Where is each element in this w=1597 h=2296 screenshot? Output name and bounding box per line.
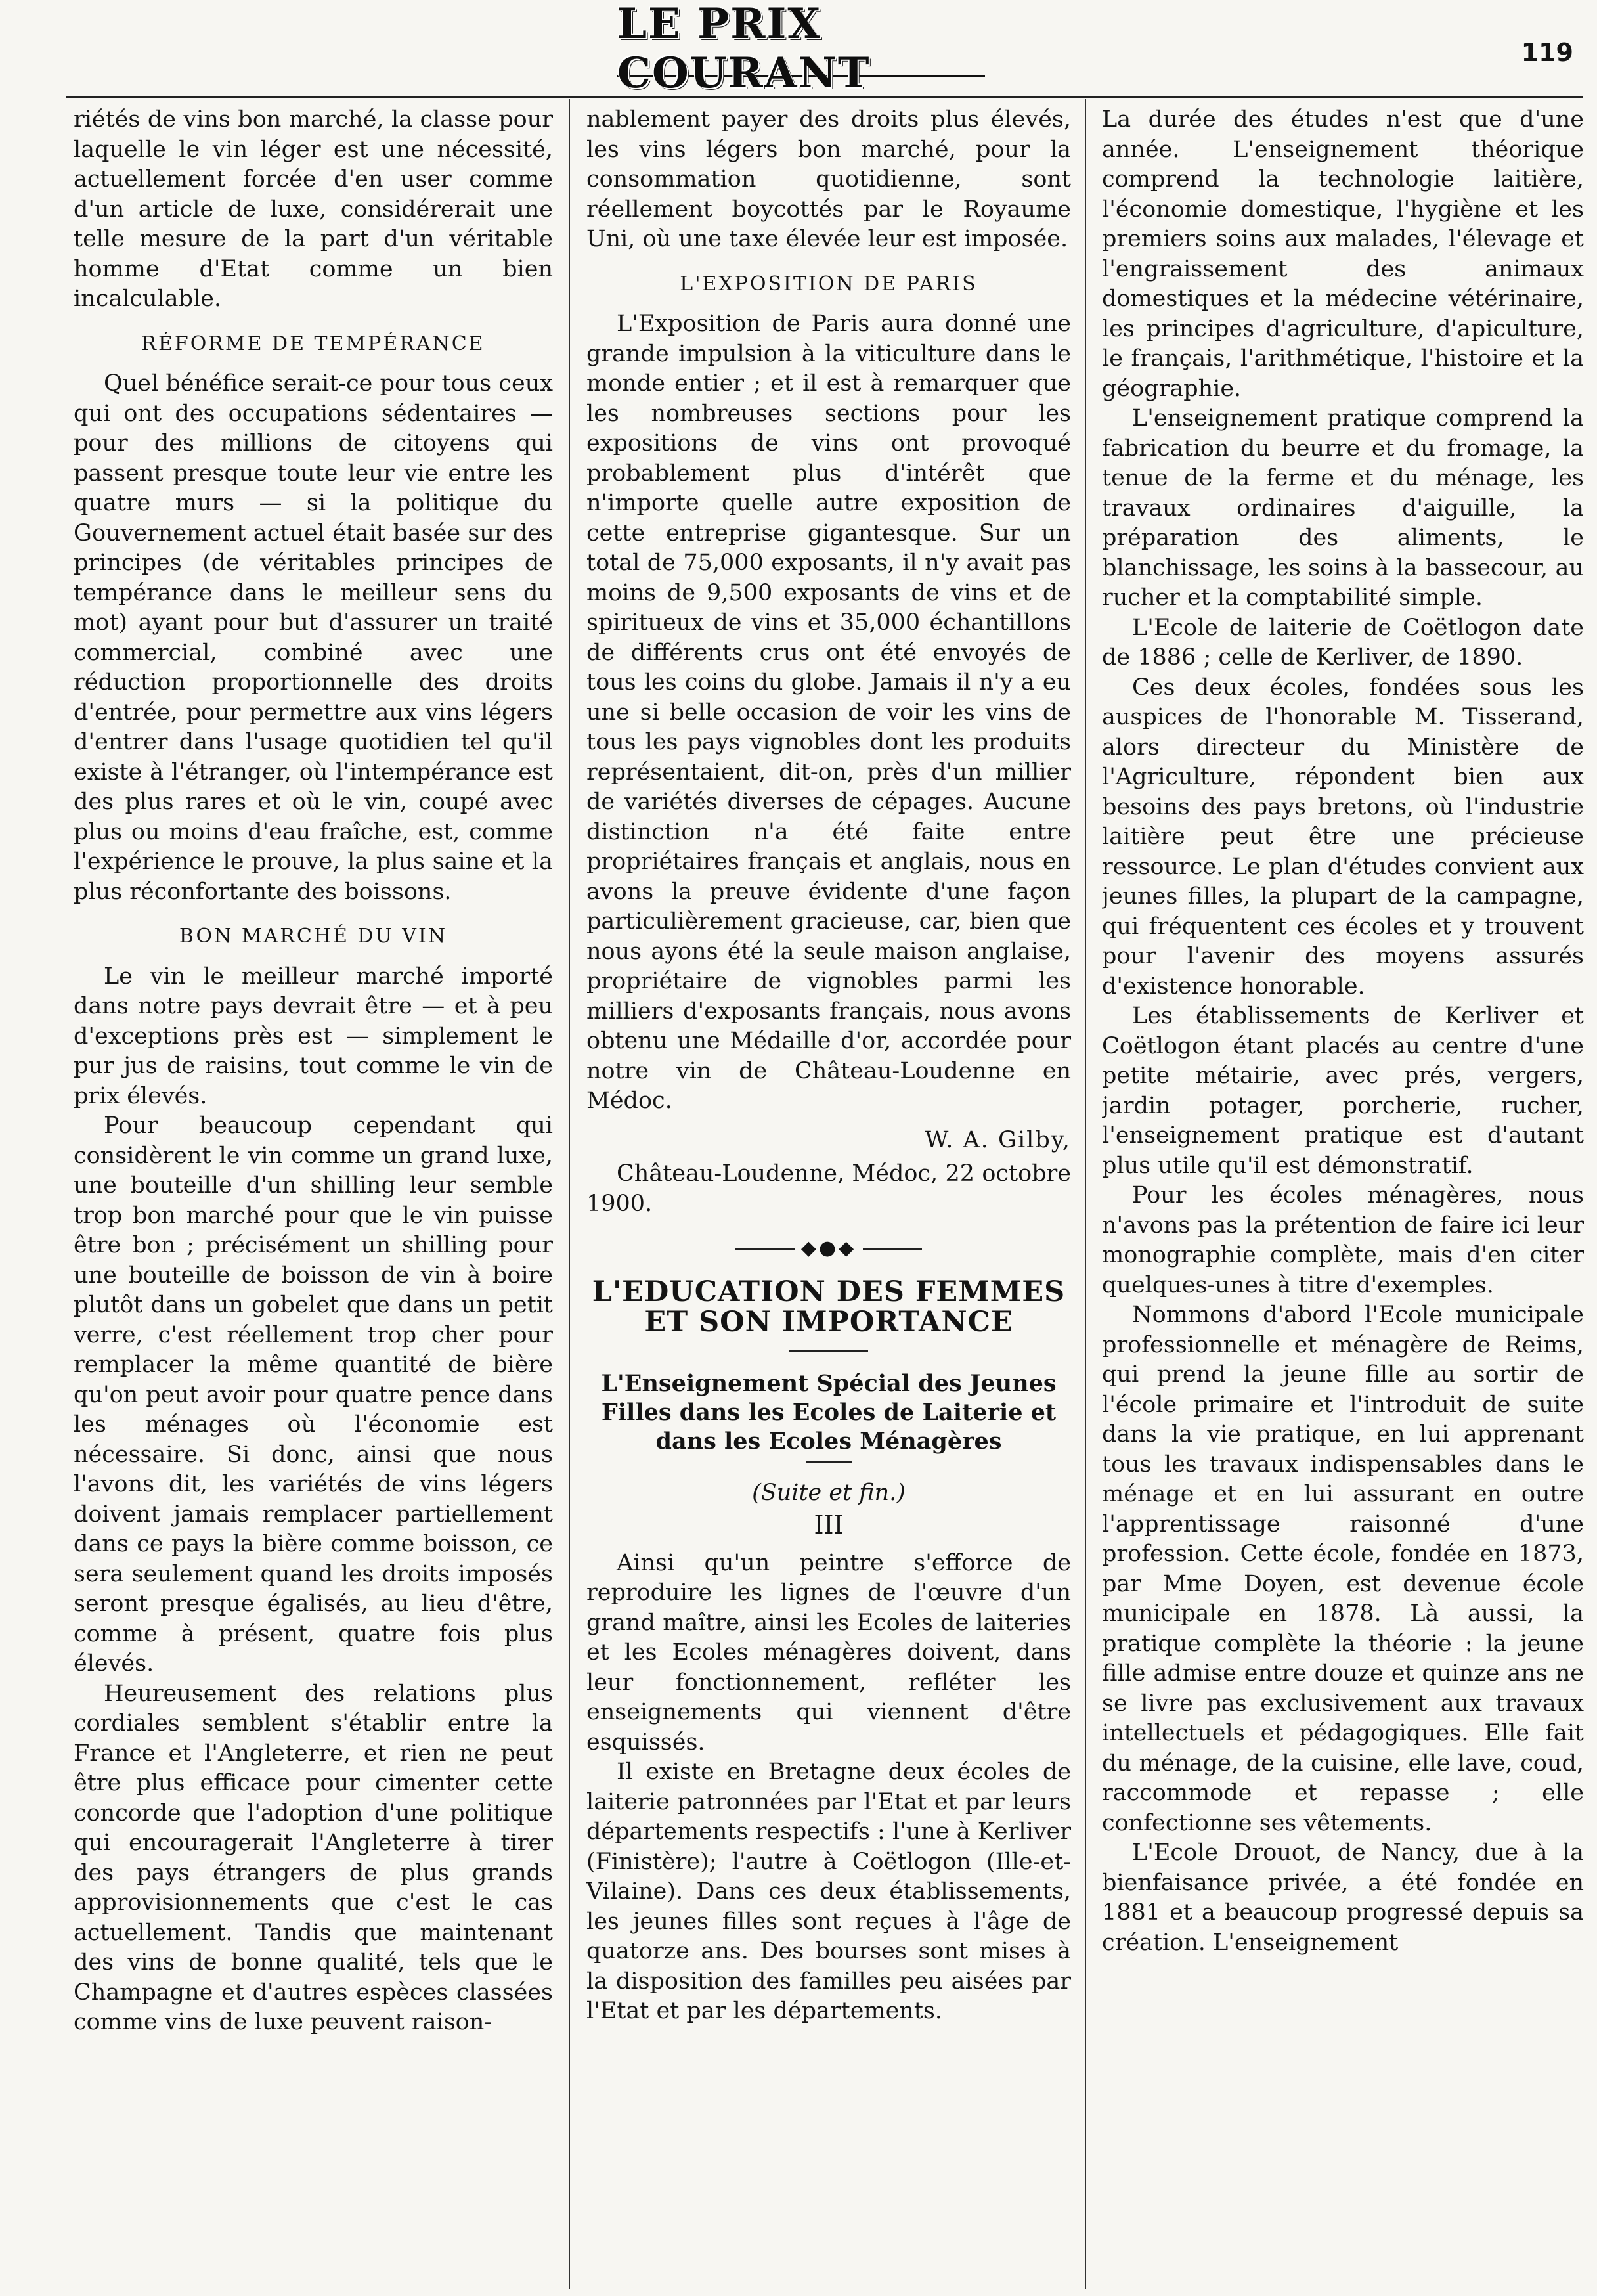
header-rule — [66, 96, 1583, 98]
suite-note: (Suite et fin.) — [752, 1479, 906, 1506]
paragraph-bretagne: Il existe en Bretagne deux écoles de laiterie patronnées par l'Etat et par leurs départements respectifs : l'une à Kerliver (Finistère); l'autre à Coëtlogon (Ille-et-Vilaine). Dans ces deux établissements, les jeunes filles sont reçues à l'âge de quatorze ans. Des bourses sont mises à la disposition des familles peu aisées par l'Etat et par les départements. — [586, 1759, 1071, 2024]
paragraph-duree: La durée des études n'est que d'une année. L'enseignement théorique comprend la technologie laitière, l'économie domestique, l'hygiène et les premiers soins aux malades, l'élevage et l'engraissement des animaux domestiques et la médecine vétérinaire, les principes d'agriculture, d'apiculture, le français, l'arithmétique, l'histoire et la géographie. — [1102, 106, 1584, 402]
paragraph-heureusement: Heureusement des relations plus cordiales semblent s'établir entre la France et l'Angleterre, et rien ne peut être plus efficace pour cimenter cette concorde que l'adoption d'une politique qui encouragerait l'Angleterre à tirer des pays étrangers de plus grands approvisionnements que c'est le cas actuellement. Tandis que maintenant des vins de bonne qualité, tels que le Champagne et d'autres espèces classées comme vins de luxe peuvent raison- — [74, 1680, 553, 2035]
paragraph-ainsi: Ainsi qu'un peintre s'efforce de reproduire les lignes de l'œuvre d'un grand maître, ainsi les Ecoles de laiteries et les Ecoles ménagères doivent, dans leur fonctionnement, refléter les enseignements qui viennent d'être esquissés. — [586, 1549, 1071, 1755]
column-divider-1 — [569, 99, 570, 2289]
place-date: Château-Loudenne, Médoc, 22 octobre 1900. — [586, 1160, 1071, 1217]
paragraph-etablissements: Les établissements de Kerliver et Coëtlogon étant placés au centre d'une petite métairie, avec prés, vergers, jardin potager, porcherie, rucher, l'enseignement pratique est d'autant plus utile qu'il est démonstratif. — [1102, 1003, 1584, 1179]
author-signature: W. A. Gilby, — [925, 1126, 1071, 1153]
subtitle-rule — [806, 1461, 852, 1463]
column-2 — [586, 105, 1071, 2285]
section-heading-bon-marche: BON MARCHÉ DU VIN — [179, 925, 448, 948]
column-3 — [1102, 105, 1584, 2285]
paragraph-dates: L'Ecole de laiterie de Coëtlogon date de 1886 ; celle de Kerliver, de 1890. — [1102, 614, 1584, 671]
paragraph-exposition: L'Exposition de Paris aura donné une grande impulsion à la viticulture dans le monde entier ; et il est à remarquer que les nombreuses sections pour les expositions de vins ont provoqué probablement plus d'intérêt que n'importe quelle autre exposition de cette entreprise gigantesque. Sur un total de 75,000 exposants, il n'y avait pas moins de 9,500 exposants de vins et de spiritueux de vins et 35,000 échantillons de différents crus ont été envoyés de tous les coins du globe. Jamais il n'y a eu une si belle occasion de voir les vins de tous les pays vignobles dont les produits représentaient, dit-on, près d'un millier de variétés diverses de cépages. Aucune distinction n'a été faite entre propriétaires français et anglais, nous en avons la preuve évidente d'une façon particulièrement gracieuse, car, bien que nous ayons été la seule maison anglaise, propriétaire de vignobles parmi les milliers d'exposants français, nous avons obtenu une Médaille d'or, accordée pour notre vin de Château-Loudenne en Médoc. — [586, 311, 1071, 1114]
article-title: L'EDUCATION DES FEMMES ET SON IMPORTANCE — [592, 1275, 1066, 1338]
paragraph-auspices: Ces deux écoles, fondées sous les auspices de l'honorable M. Tisserand, alors directeur du Ministère de l'Agriculture, répondent bien aux besoins des pays bretons, où l'industrie laitière peut être une précieuse ressource. Le plan d'études convient aux jeunes filles, la plupart de la campagne, qui fréquentent ces écoles et y trouvent pour l'avenir des moyens assurés d'existence honorable. — [1102, 674, 1584, 1000]
paragraph-bon-marche-2: Pour beaucoup cependant qui considèrent le vin comme un grand luxe, une bouteille d'un shilling leur semble trop bon marché pour que le vin puisse être bon ; précisément un shilling pour une bouteille de boisson de vin à boire plutôt dans un gobelet que dans un petit verre, c'est réellement trop cher pour remplacer la même quantité de bière qu'on peut avoir pour quatre pence dans les ménages où l'économie est nécessaire. Si donc, ainsi que nous l'avons dit, les variétés de vins légers doivent jamais remplacer partiellement dans ce pays la bière comme boisson, ce sera seulement quand les droits imposés seront presque égalisés, au lieu d'être, comme à présent, quatre fois plus élevés. — [74, 1113, 553, 1677]
paragraph-intro: riétés de vins bon marché, la classe pour laquelle le vin léger est une nécessité, actuellement forcée d'en user comme d'un article de luxe, considérerait une telle mesure de la part d'un véritable homme d'Etat comme un bien incalculable. — [74, 106, 553, 312]
paragraph-menageres: Pour les écoles ménagères, nous n'avons pas la prétention de faire ici leur monographie complète, mais d'en citer quelques-unes à titre d'exemples. — [1102, 1182, 1584, 1298]
paragraph-bon-marche-1: Le vin le meilleur marché importé dans notre pays devrait être — et à peu d'exceptions près est — simplement le pur jus de raisins, tout comme le vin de prix élevés. — [74, 963, 553, 1109]
article-subtitle: L'Enseignement Spécial des Jeunes Filles dans les Ecoles de Laiterie et dans les Ecoles Ménagères — [601, 1369, 1057, 1455]
paragraph-pratique: L'enseignement pratique comprend la fabrication du beurre et du fromage, la tenue de la ferme et du ménage, les travaux ordinaires d'aiguille, la préparation des aliments, le blanchissage, les soins à la bassecour, au rucher et la comptabilité simple. — [1102, 405, 1584, 611]
section-heading-reforme: RÉFORME DE TEMPÉRANCE — [141, 332, 485, 355]
section-number: III — [814, 1511, 844, 1539]
column-1 — [74, 105, 553, 2285]
paragraph-reforme: Quel bénéfice serait-ce pour tous ceux qui ont des occupations sédentaires — pour des millions de citoyens qui passent presque toute leur vie entre les quatre murs — si la politique du Gouvernement actuel était basée sur des principes (de véritables principes de tempérance dans le meilleur sens du mot) ayant pour but d'assurer un traité commercial, combiné avec une réduction proportionnelle des droits d'entrée, pour permettre aux vins légers d'entrer dans l'usage quotidien tel qu'il existe à l'étranger, où l'intempérance est des plus rares et où le vin, coupé avec plus ou moins d'eau fraîche, est, comme l'expérience le prouve, la plus saine et la plus réconfortante des boissons. — [74, 370, 553, 905]
masthead-logo: LE PRIX COURANT — [617, 22, 985, 77]
ornament-divider: ◆●◆ — [586, 1233, 1071, 1264]
paragraph-drouot: L'Ecole Drouot, de Nancy, due à la bienfaisance privée, a été fondée en 1881 et a beaucoup progressé depuis sa création. L'enseignement — [1102, 1840, 1584, 1956]
paragraph-continued: nablement payer des droits plus élevés, les vins légers bon marché, pour la consommation quotidienne, sont réellement boycottés par le Royaume Uni, où une taxe élevée leur est imposée. — [586, 106, 1071, 252]
column-divider-2 — [1085, 99, 1086, 2289]
title-rule — [789, 1350, 868, 1352]
page-header — [0, 0, 1597, 98]
page-number: 119 — [1521, 38, 1573, 67]
section-heading-exposition: L'EXPOSITION DE PARIS — [680, 272, 978, 296]
paragraph-reims: Nommons d'abord l'Ecole municipale professionnelle et ménagère de Reims, qui prend la jeune fille au sortir de l'école primaire et l'introduit de suite dans la vie pratique, en lui apprenant tous les travaux indispensables dans le ménage et en lui assurant en outre l'apprentissage raisonné d'une profession. Cette école, fondée en 1873, par Mme Doyen, est devenue école municipale en 1878. Là aussi, la pratique complète la théorie : la jeune fille admise entre douze et quinze ans ne se livre pas exclusivement aux travaux intellectuels et pédagogiques. Elle fait du ménage, de la cuisine, elle lave, coud, raccommode et repasse ; elle confectionne ses vêtements. — [1102, 1302, 1584, 1836]
